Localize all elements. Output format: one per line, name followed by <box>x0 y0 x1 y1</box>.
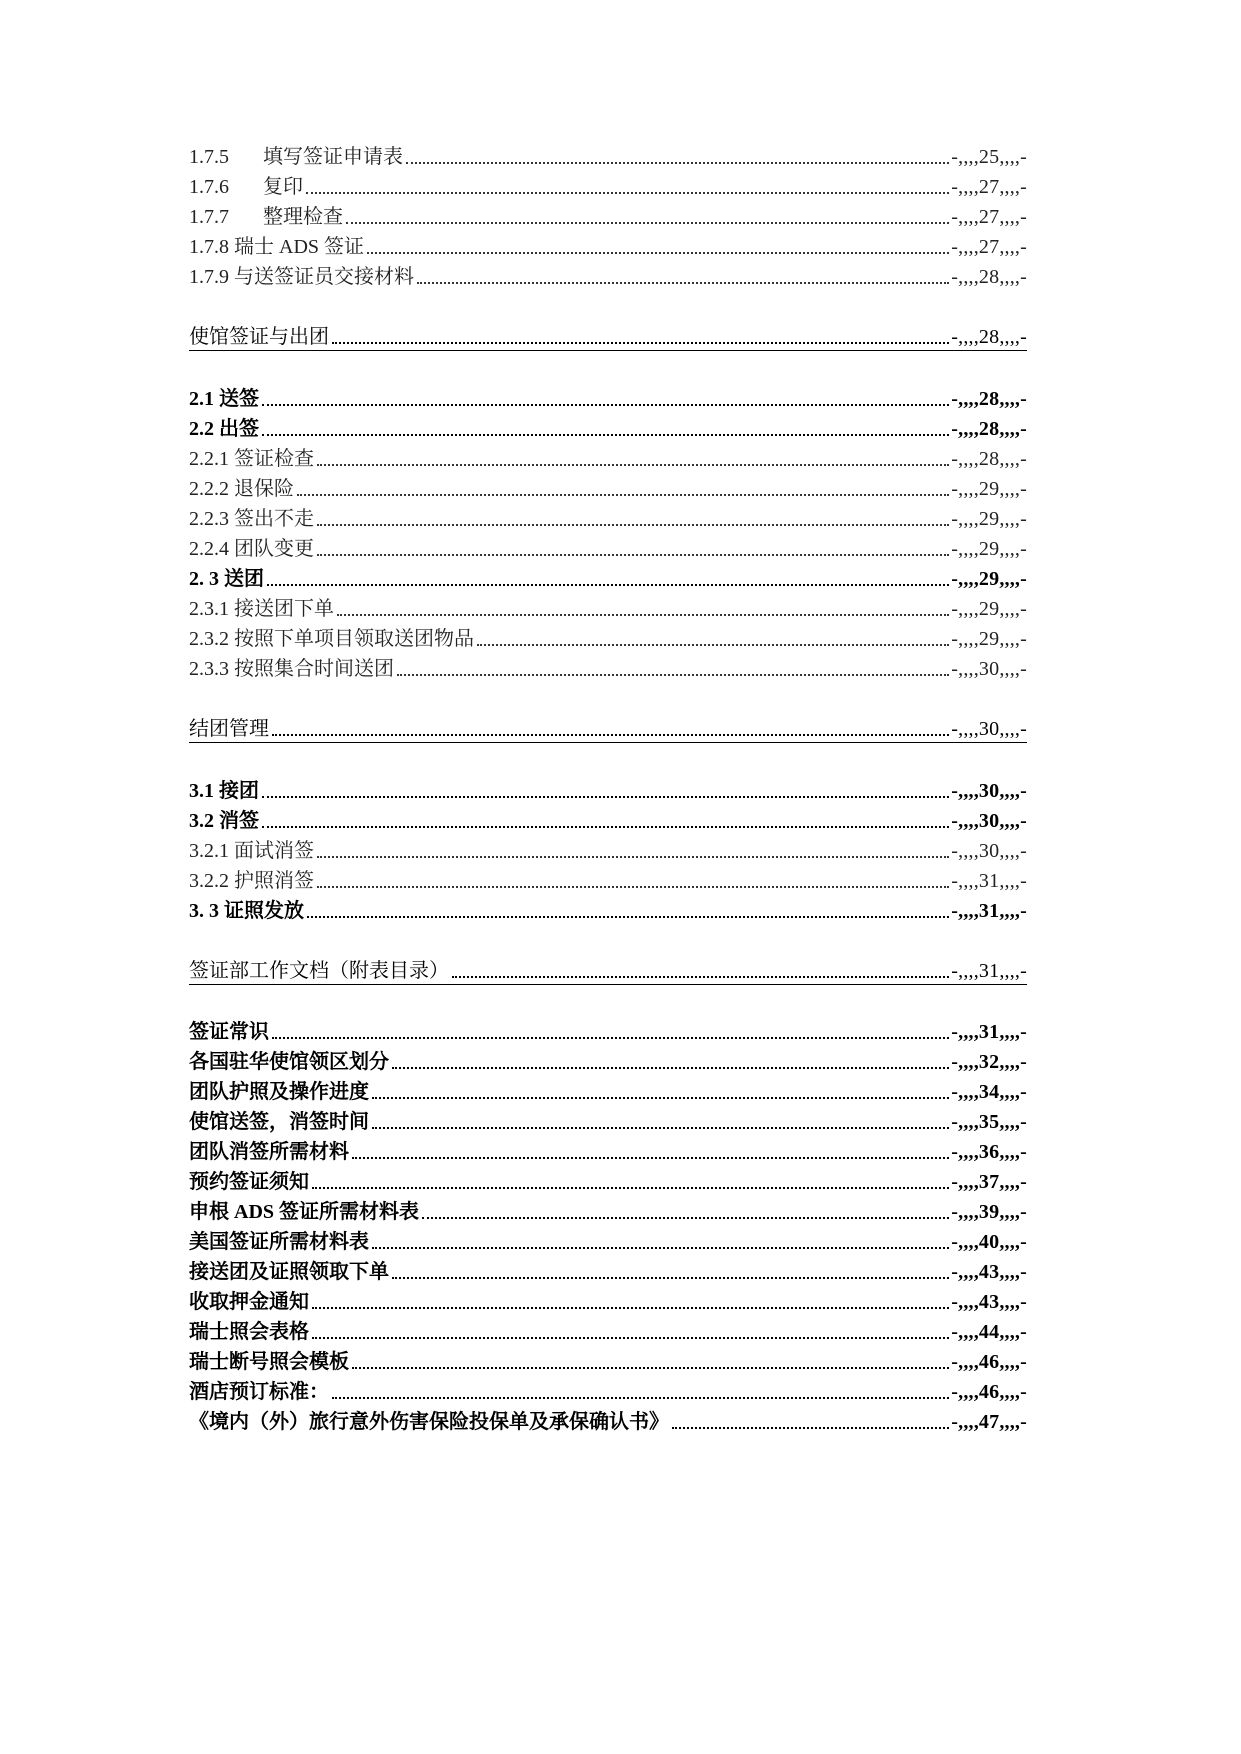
toc-entry-page: -,,,,28,,,,- <box>951 326 1027 348</box>
toc-entry[interactable] <box>189 710 1027 740</box>
dot-leader <box>306 188 949 194</box>
dot-leader <box>372 1093 949 1099</box>
toc-entry-title: 退保险 <box>234 478 294 500</box>
toc-entry[interactable] <box>189 1343 1027 1373</box>
toc-entry[interactable] <box>189 440 1027 470</box>
toc-entry-number: 2.2.4 <box>189 538 229 560</box>
toc-entry-number: 2. 3 <box>189 568 219 590</box>
toc-entry-page: -,,,,29,,,,- <box>951 538 1027 560</box>
toc-entry-page: -,,,,43,,,,- <box>951 1291 1027 1313</box>
toc-entry-page: -,,,,40,,,,- <box>951 1231 1027 1253</box>
toc-entry-number: 1.7.5 <box>189 146 229 168</box>
dot-leader <box>352 1153 949 1159</box>
toc-entry-number: 2.2.3 <box>189 508 229 530</box>
toc-entry-number: 3.1 <box>189 780 214 802</box>
toc-entry-title: 出签 <box>219 418 259 440</box>
toc-entry-page: -,,,,27,,,,- <box>951 236 1027 258</box>
toc-entry-page: -,,,,29,,,,- <box>951 508 1027 530</box>
toc-entry[interactable] <box>189 1223 1027 1253</box>
toc-entry[interactable] <box>189 590 1027 620</box>
toc-entry-title: 与送签证员交接材料 <box>234 266 414 288</box>
toc-entry-title: 签证检查 <box>234 448 314 470</box>
toc-entry[interactable] <box>189 500 1027 530</box>
dot-leader <box>672 1423 949 1429</box>
toc-entry-title: 整理检查 <box>263 206 343 228</box>
toc-entry-number: 1.7.6 <box>189 176 229 198</box>
toc-entry-title: 团队变更 <box>234 538 314 560</box>
toc-entry-page: -,,,,28,,,,- <box>951 418 1027 440</box>
toc-entry[interactable] <box>189 1193 1027 1223</box>
toc-entry[interactable] <box>189 1073 1027 1103</box>
toc-entry-page: -,,,,27,,,,- <box>951 176 1027 198</box>
dot-leader <box>307 912 949 918</box>
toc-entry-number: 1.7.7 <box>189 206 229 228</box>
toc-entry[interactable] <box>189 228 1027 258</box>
toc-entry-title: 消签 <box>219 810 259 832</box>
toc-entry-title: 《境内（外）旅行意外伤害保险投保单及承保确认书》 <box>189 1411 669 1433</box>
toc-entry-title: 证照发放 <box>224 900 304 922</box>
dot-leader <box>332 338 949 344</box>
toc-entry-page: -,,,,29,,,,- <box>951 598 1027 620</box>
dot-leader <box>452 972 949 978</box>
toc-entry[interactable] <box>189 862 1027 892</box>
toc-entry-title: 使馆送签，消签时间 <box>189 1111 369 1133</box>
toc-entry[interactable] <box>189 168 1027 198</box>
toc-entry-page: -,,,,35,,,,- <box>951 1111 1027 1133</box>
toc-entry-number: 3. 3 <box>189 900 219 922</box>
toc-entry-page: -,,,,25,,,,- <box>951 146 1027 168</box>
dot-leader <box>312 1183 949 1189</box>
toc-entry-number: 2.3.1 <box>189 598 229 620</box>
toc-entry-title: 使馆签证与出团 <box>189 326 329 348</box>
toc-entry-page: -,,,,31,,,,- <box>951 870 1027 892</box>
dot-leader <box>367 248 949 254</box>
dot-leader <box>392 1063 949 1069</box>
toc-entry-title: 团队护照及操作进度 <box>189 1081 369 1103</box>
toc-entry[interactable] <box>189 258 1027 288</box>
dot-leader <box>392 1273 949 1279</box>
dot-leader <box>397 670 949 676</box>
dot-leader <box>262 400 949 406</box>
toc-entry-title: 瑞士照会表格 <box>189 1321 309 1343</box>
toc-entry-title: 护照消签 <box>234 870 314 892</box>
toc-entry[interactable] <box>189 1043 1027 1073</box>
toc-entry[interactable] <box>189 1103 1027 1133</box>
toc-entry-title: 签出不走 <box>234 508 314 530</box>
toc-entry-title: 按照下单项目领取送团物品 <box>234 628 474 650</box>
toc-entry-page: -,,,,27,,,,- <box>951 206 1027 228</box>
toc-entry-title: 美国签证所需材料表 <box>189 1231 369 1253</box>
toc-entry-page: -,,,,32,,,,- <box>951 1051 1027 1073</box>
dot-leader <box>372 1243 949 1249</box>
toc-entry-page: -,,,,31,,,,- <box>951 1021 1027 1043</box>
dot-leader <box>272 730 949 736</box>
dot-leader <box>352 1363 949 1369</box>
toc-entry[interactable] <box>189 1373 1027 1403</box>
toc-entry-title: 瑞士断号照会模板 <box>189 1351 349 1373</box>
dot-leader <box>272 1033 949 1039</box>
toc-entry-title: 接团 <box>219 780 259 802</box>
toc-entry-page: -,,,,30,,,,- <box>951 718 1027 740</box>
dot-leader <box>297 490 949 496</box>
dot-leader <box>337 610 949 616</box>
toc-entry-page: -,,,,46,,,,- <box>951 1381 1027 1403</box>
toc-entry[interactable] <box>189 198 1027 228</box>
toc-entry-page: -,,,,36,,,,- <box>951 1141 1027 1163</box>
toc-entry[interactable] <box>189 1313 1027 1343</box>
toc-entry-page: -,,,,30,,,,- <box>951 780 1027 802</box>
dot-leader <box>477 640 949 646</box>
toc-entry-page: -,,,,46,,,,- <box>951 1351 1027 1373</box>
toc-entry[interactable] <box>189 380 1027 410</box>
toc-entry-title: 按照集合时间送团 <box>234 658 394 680</box>
toc-entry-page: -,,,,31,,,,- <box>951 900 1027 922</box>
toc-entry-title: 接送团下单 <box>234 598 334 620</box>
toc-entry[interactable] <box>189 1403 1027 1433</box>
dot-leader <box>417 278 949 284</box>
toc-entry-title: 预约签证须知 <box>189 1171 309 1193</box>
dot-leader <box>267 580 949 586</box>
toc-entry-number: 3.2.2 <box>189 870 229 892</box>
toc-entry[interactable] <box>189 1283 1027 1313</box>
toc-entry-page: -,,,,47,,,,- <box>951 1411 1027 1433</box>
toc-entry[interactable] <box>189 650 1027 680</box>
dot-leader <box>317 520 949 526</box>
toc-entry-page: -,,,,29,,,,- <box>951 628 1027 650</box>
dot-leader <box>422 1213 949 1219</box>
toc-entry[interactable] <box>189 620 1027 650</box>
toc-entry-page: -,,,,28,,,,- <box>951 388 1027 410</box>
toc-entry-title: 申根 ADS 签证所需材料表 <box>189 1201 420 1223</box>
dot-leader <box>406 158 949 164</box>
toc-entry[interactable] <box>189 560 1027 590</box>
toc-entry-title: 送签 <box>219 388 259 410</box>
toc-entry-title: 团队消签所需材料 <box>189 1141 349 1163</box>
toc-entry-page: -,,,,28,,,,- <box>951 266 1027 288</box>
toc-entry-number: 2.3.2 <box>189 628 229 650</box>
toc-entry[interactable] <box>189 318 1027 348</box>
toc-entry-title: 瑞士 ADS 签证 <box>234 236 365 258</box>
dot-leader <box>262 792 949 798</box>
dot-leader <box>346 218 949 224</box>
dot-leader <box>312 1303 949 1309</box>
toc-entry[interactable] <box>189 1013 1027 1043</box>
toc-entry-number: 2.1 <box>189 388 214 410</box>
dot-leader <box>262 430 949 436</box>
toc-entry-page: -,,,,28,,,,- <box>951 448 1027 470</box>
toc-entry[interactable] <box>189 138 1027 168</box>
toc-entry-page: -,,,,37,,,,- <box>951 1171 1027 1193</box>
toc-entry-title: 各国驻华使馆领区划分 <box>189 1051 389 1073</box>
toc-entry-number: 3.2.1 <box>189 840 229 862</box>
toc-entry-title: 收取押金通知 <box>189 1291 309 1313</box>
toc-entry-number: 2.2.1 <box>189 448 229 470</box>
toc-entry-page: -,,,,43,,,,- <box>951 1261 1027 1283</box>
toc-entry[interactable] <box>189 772 1027 802</box>
dot-leader <box>317 460 949 466</box>
toc-entry-number: 2.2 <box>189 418 214 440</box>
toc-entry-title: 送团 <box>224 568 264 590</box>
toc-entry[interactable] <box>189 470 1027 500</box>
toc-entry[interactable] <box>189 832 1027 862</box>
dot-leader <box>312 1333 949 1339</box>
dot-leader <box>372 1123 949 1129</box>
toc-entry[interactable] <box>189 1163 1027 1193</box>
dot-leader <box>332 1393 949 1399</box>
dot-leader <box>317 550 949 556</box>
toc-entry-title: 结团管理 <box>189 718 269 740</box>
toc-entry-title: 面试消签 <box>234 840 314 862</box>
toc-entry[interactable] <box>189 802 1027 832</box>
toc-entry[interactable] <box>189 530 1027 560</box>
dot-leader <box>262 822 949 828</box>
toc-entry-title: 接送团及证照领取下单 <box>189 1261 389 1283</box>
toc-entry[interactable] <box>189 1133 1027 1163</box>
toc-entry-title: 酒店预订标准： <box>189 1381 329 1403</box>
toc-entry[interactable] <box>189 1253 1027 1283</box>
toc-entry-number: 1.7.9 <box>189 266 229 288</box>
toc-entry-title: 签证部工作文档（附表目录） <box>189 960 449 982</box>
dot-leader <box>317 882 949 888</box>
toc-entry[interactable] <box>189 892 1027 922</box>
toc-entry-page: -,,,,30,,,,- <box>951 658 1027 680</box>
toc-entry-page: -,,,,30,,,,- <box>951 810 1027 832</box>
toc-entry[interactable] <box>189 952 1027 982</box>
toc-entry[interactable] <box>189 410 1027 440</box>
toc-entry-number: 3.2 <box>189 810 214 832</box>
dot-leader <box>317 852 949 858</box>
toc-entry-title: 复印 <box>263 176 303 198</box>
toc-entry-page: -,,,,39,,,,- <box>951 1201 1027 1223</box>
toc-entry-title: 填写签证申请表 <box>263 146 403 168</box>
toc-entry-page: -,,,,29,,,,- <box>951 568 1027 590</box>
toc-entry-number: 2.3.3 <box>189 658 229 680</box>
toc-entry-page: -,,,,34,,,,- <box>951 1081 1027 1103</box>
toc-entry-number: 1.7.8 <box>189 236 229 258</box>
toc-entry-page: -,,,,31,,,,- <box>951 960 1027 982</box>
toc-entry-title: 签证常识 <box>189 1021 269 1043</box>
toc-entry-page: -,,,,44,,,,- <box>951 1321 1027 1343</box>
toc-entry-page: -,,,,29,,,,- <box>951 478 1027 500</box>
toc-entry-number: 2.2.2 <box>189 478 229 500</box>
toc-entry-page: -,,,,30,,,,- <box>951 840 1027 862</box>
